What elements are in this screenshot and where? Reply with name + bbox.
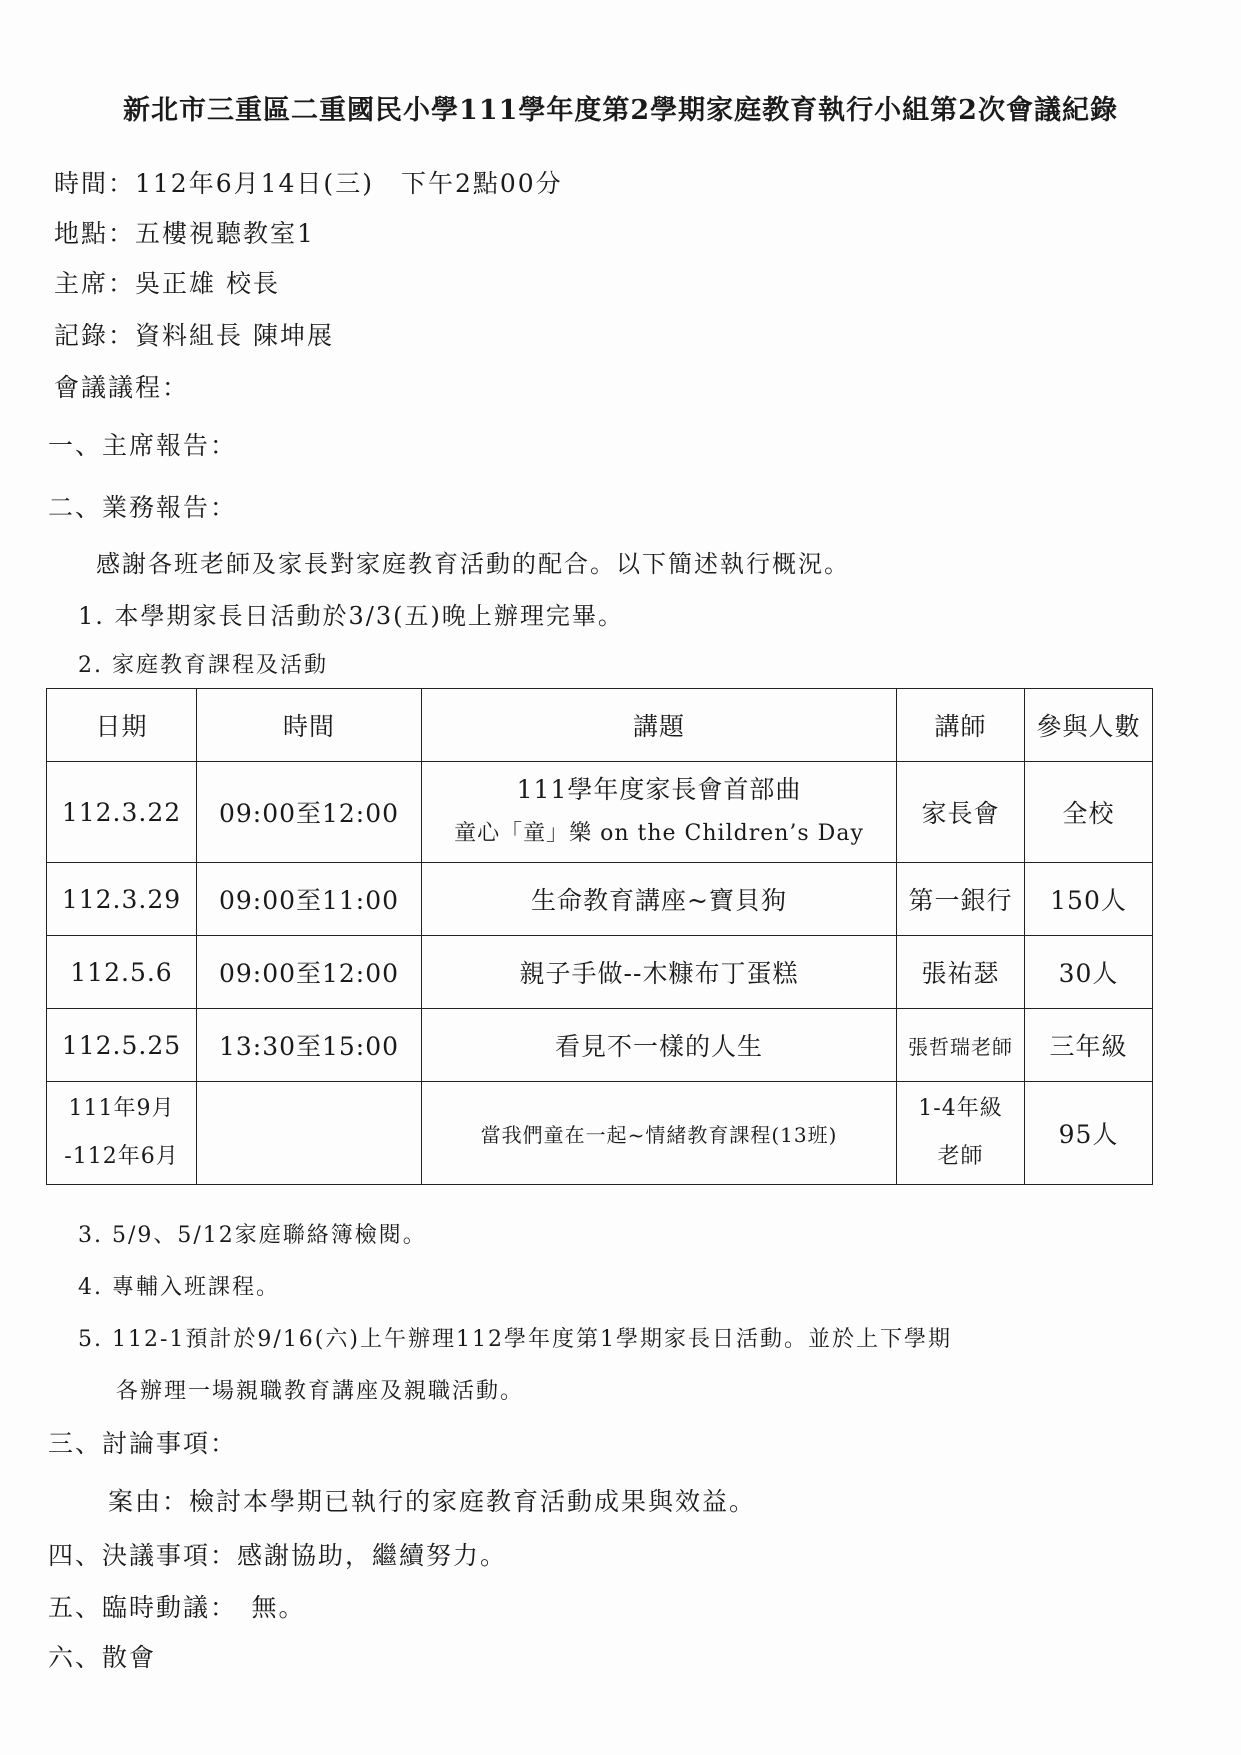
document-title: 新北市三重區二重國民小學111學年度第2學期家庭教育執行小組第2次會議紀錄 xyxy=(123,95,1118,126)
business-item-2: 2. 家庭教育課程及活動 xyxy=(78,653,328,678)
meeting-agenda-label: 會議議程： xyxy=(54,373,190,402)
cell-date: 112.3.29 xyxy=(47,863,197,936)
table-row xyxy=(47,1009,1153,1082)
cell-speaker: 家長會 xyxy=(897,762,1025,863)
section-resolution: 四、決議事項：感謝協助，繼續努力。 xyxy=(48,1541,508,1570)
cell-time: 09:00至12:00 xyxy=(197,936,422,1009)
header-count: 參與人數 xyxy=(1025,689,1153,762)
business-item-4: 4. 專輔入班課程。 xyxy=(78,1275,280,1300)
cell-topic: 親子手做--木糠布丁蛋糕 xyxy=(422,936,897,1009)
table-row xyxy=(47,762,1153,863)
table-row xyxy=(47,863,1153,936)
cell-date-line: 111年9月 xyxy=(68,1096,175,1121)
business-item-5-cont: 各辦理一場親職教育講座及親職活動。 xyxy=(116,1379,525,1404)
cell-speaker-line: 老師 xyxy=(937,1144,984,1169)
cell-time: 13:30至15:00 xyxy=(197,1009,422,1082)
cell-time xyxy=(197,1082,422,1185)
meeting-recorder: 記錄：資料組長 陳坤展 xyxy=(54,321,334,350)
section-adjourn: 六、散會 xyxy=(48,1643,157,1672)
cell-date: 112.3.22 xyxy=(47,762,197,863)
cell-count: 全校 xyxy=(1025,762,1153,863)
cell-date: 112.5.6 xyxy=(47,936,197,1009)
cell-time: 09:00至12:00 xyxy=(197,762,422,863)
business-item-3: 3. 5/9、5/12家庭聯絡簿檢閱。 xyxy=(78,1223,427,1248)
cell-topic: 當我們童在一起~情緒教育課程(13班) xyxy=(422,1082,897,1185)
meeting-place: 地點：五樓視聽教室1 xyxy=(54,219,315,248)
business-item-5: 5. 112-1預計於9/16(六)上午辦理112學年度第1學期家長日活動。並於上下學期 xyxy=(78,1327,952,1352)
header-topic: 講題 xyxy=(422,689,897,762)
cell-topic-line: 111學年度家長會首部曲 xyxy=(516,775,802,804)
meeting-time: 時間：112年6月14日(三) 下午2點00分 xyxy=(54,169,563,198)
section-extempore-motion: 五、臨時動議： 無。 xyxy=(48,1593,306,1622)
cell-speaker xyxy=(897,1082,1025,1185)
cell-time: 09:00至11:00 xyxy=(197,863,422,936)
header-time: 時間 xyxy=(197,689,422,762)
cell-topic: 看見不一樣的人生 xyxy=(422,1009,897,1082)
cell-count: 150人 xyxy=(1025,863,1153,936)
business-report-intro: 感謝各班老師及家長對家庭教育活動的配合。以下簡述執行概況。 xyxy=(96,550,850,578)
business-item-1: 1. 本學期家長日活動於3/3(五)晚上辦理完畢。 xyxy=(78,602,624,630)
section-discussion: 三、討論事項： xyxy=(48,1429,238,1458)
table-row xyxy=(47,1082,1153,1185)
cell-topic-line: 童心「童」樂 on the Children’s Day xyxy=(454,821,864,846)
cell-count: 95人 xyxy=(1025,1082,1153,1185)
cell-date-line: -112年6月 xyxy=(64,1144,179,1169)
cell-date: 112.5.25 xyxy=(47,1009,197,1082)
cell-count: 三年級 xyxy=(1025,1009,1153,1082)
cell-speaker: 張祐瑟 xyxy=(897,936,1025,1009)
table-header-row xyxy=(47,689,1153,762)
activity-table xyxy=(46,688,1153,1185)
cell-speaker: 張哲瑞老師 xyxy=(897,1009,1025,1082)
section-business-report: 二、業務報告： xyxy=(48,493,238,522)
cell-speaker: 第一銀行 xyxy=(897,863,1025,936)
cell-speaker-line: 1-4年級 xyxy=(918,1096,1003,1121)
header-date: 日期 xyxy=(47,689,197,762)
table-row xyxy=(47,936,1153,1009)
cell-date xyxy=(47,1082,197,1185)
cell-count: 30人 xyxy=(1025,936,1153,1009)
cell-topic: 生命教育講座~寶貝狗 xyxy=(422,863,897,936)
header-speaker: 講師 xyxy=(897,689,1025,762)
section-chair-report: 一、主席報告： xyxy=(48,431,238,460)
cell-topic xyxy=(422,762,897,863)
meeting-chair: 主席：吳正雄 校長 xyxy=(54,269,280,298)
discussion-case: 案由：檢討本學期已執行的家庭教育活動成果與效益。 xyxy=(108,1487,757,1516)
